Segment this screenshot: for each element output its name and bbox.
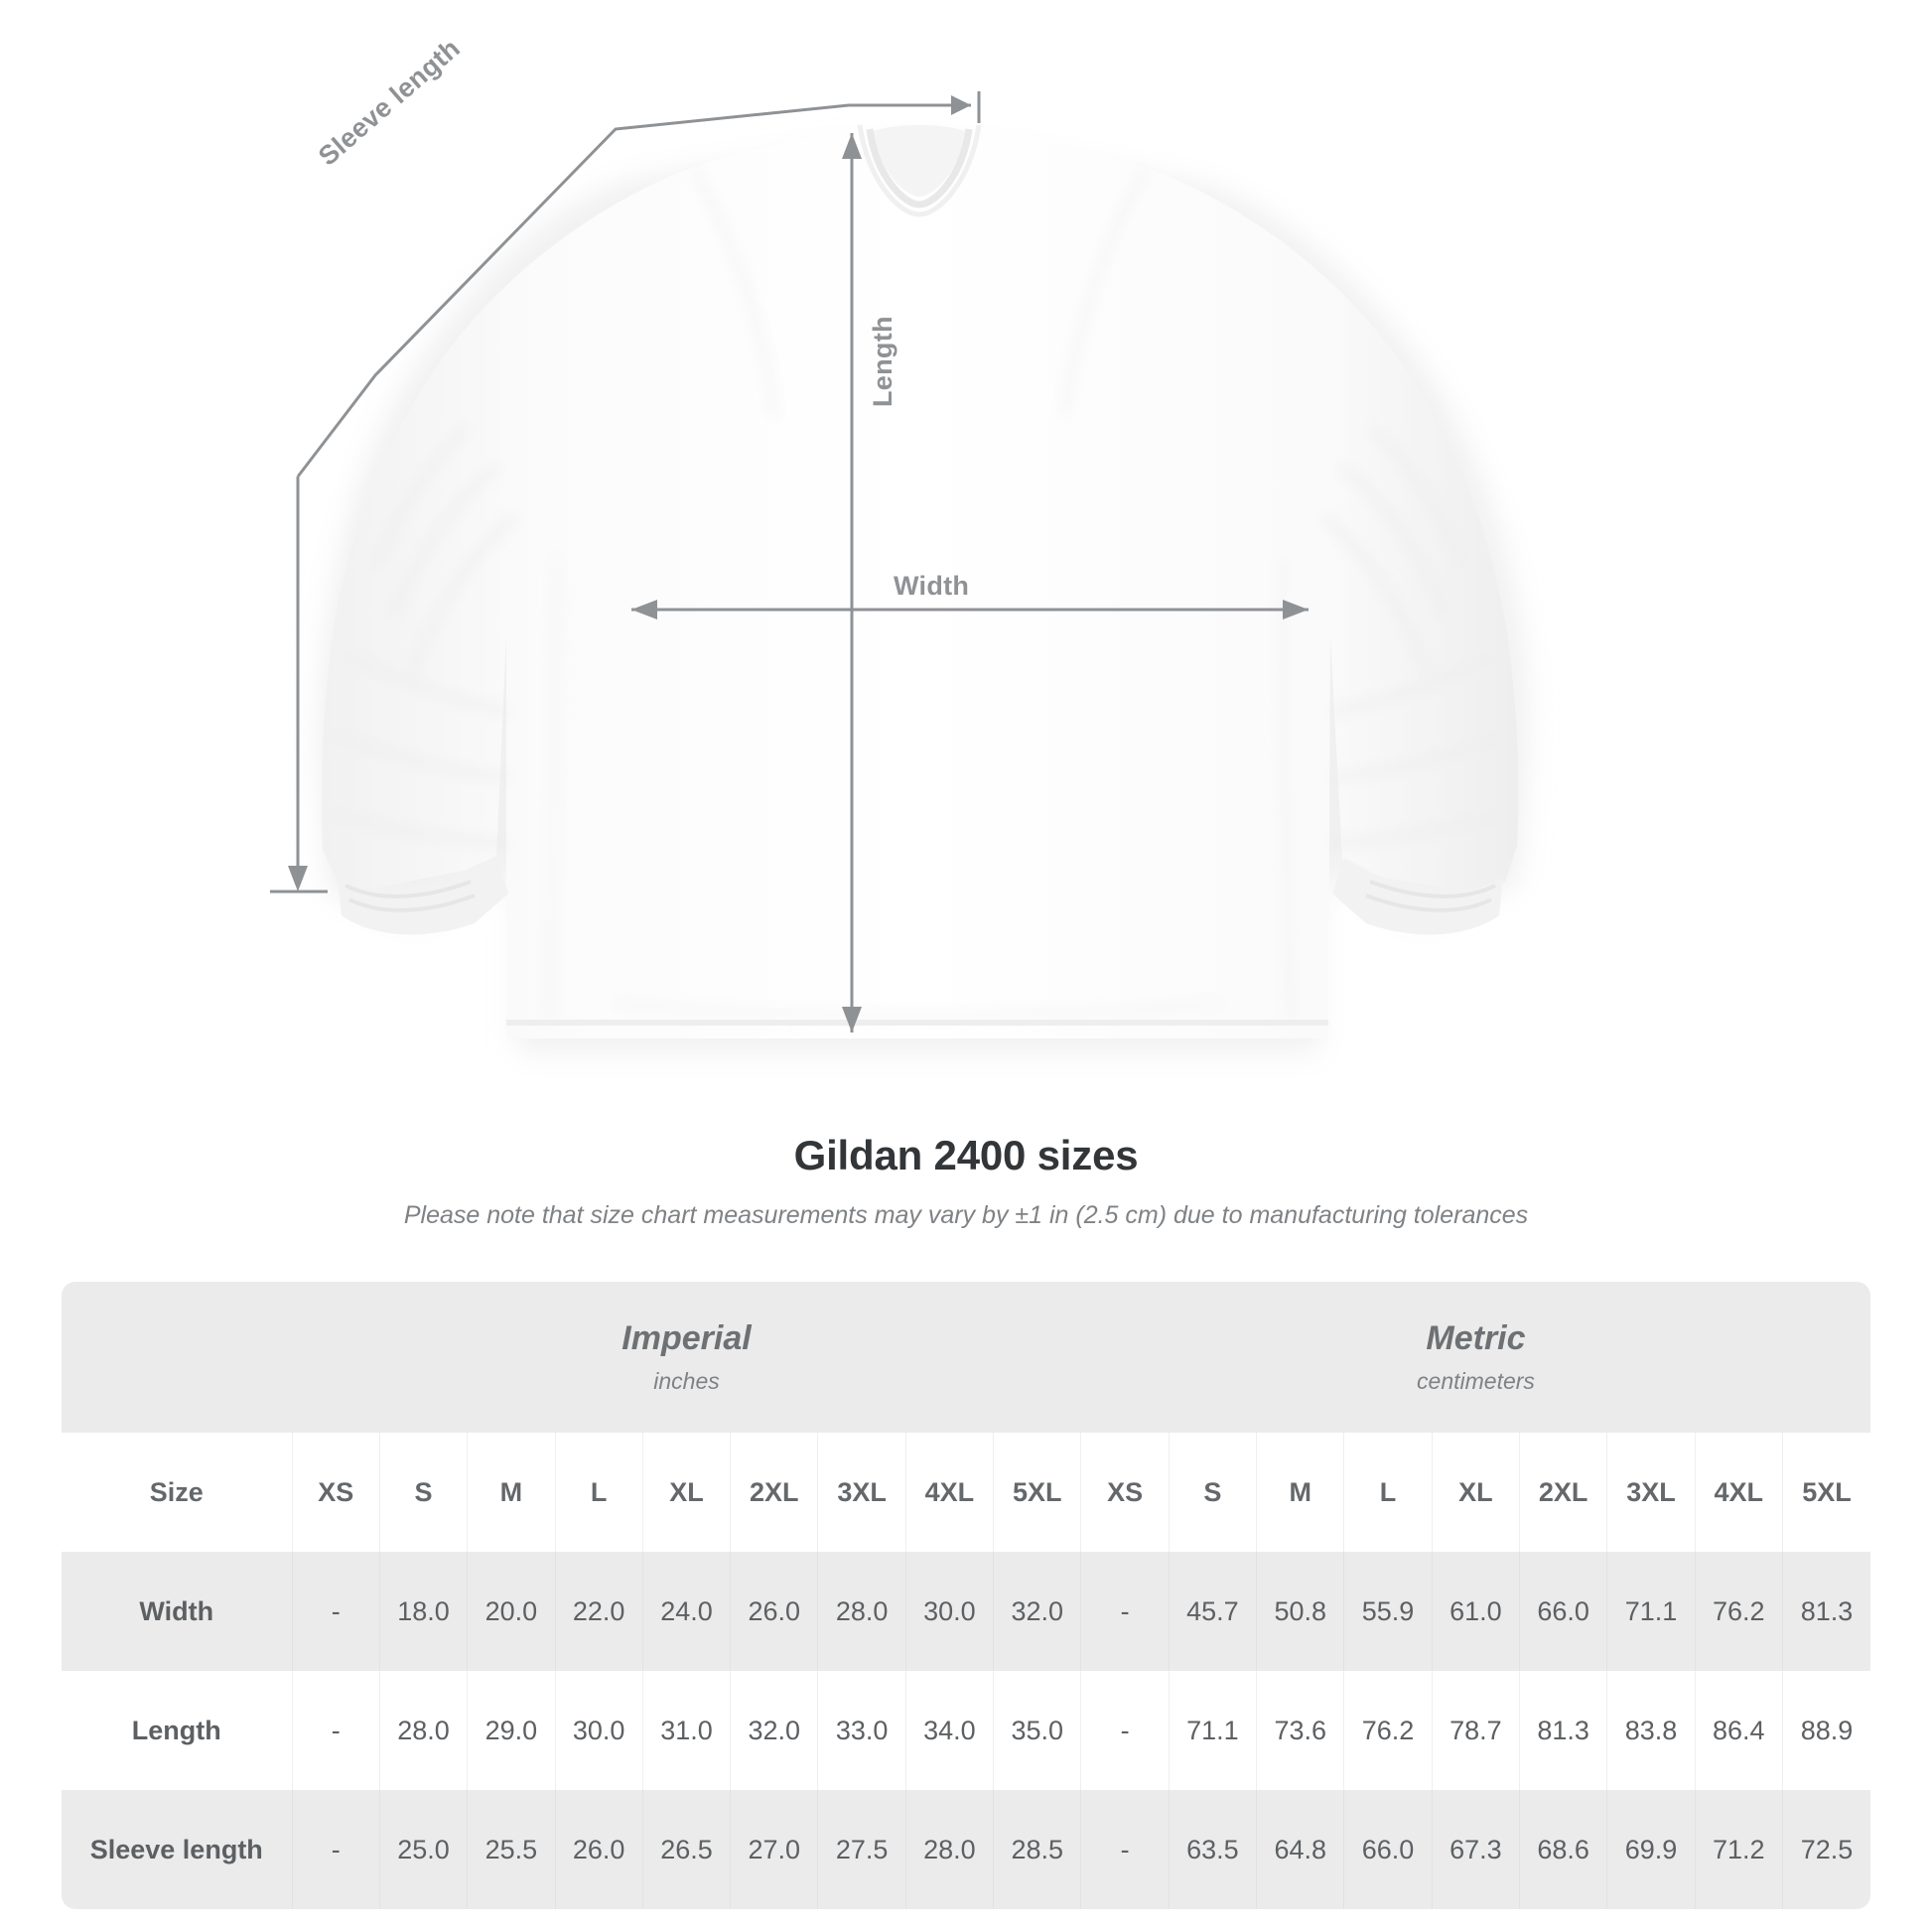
cell-length-imperial-6: 33.0 <box>818 1671 905 1790</box>
unit-group-metric-name: Metric <box>1426 1319 1526 1357</box>
cell-sleeve-metric-6: 69.9 <box>1607 1790 1695 1909</box>
cell-length-metric-5: 81.3 <box>1520 1671 1607 1790</box>
unit-group-row <box>62 1282 1870 1433</box>
cell-width-metric-7: 76.2 <box>1695 1552 1782 1671</box>
cell-length-imperial-5: 32.0 <box>731 1671 818 1790</box>
header-size-imperial-4: XL <box>642 1433 730 1552</box>
cell-width-metric-0: - <box>1081 1552 1169 1671</box>
cell-width-imperial-5: 26.0 <box>731 1552 818 1671</box>
unit-group-imperial-unit: inches <box>653 1368 720 1394</box>
table-row <box>62 1552 1870 1671</box>
cell-width-imperial-0: - <box>292 1552 379 1671</box>
cell-width-metric-8: 81.3 <box>1782 1552 1870 1671</box>
header-size-imperial-7: 4XL <box>905 1433 993 1552</box>
cell-length-metric-6: 83.8 <box>1607 1671 1695 1790</box>
cell-length-metric-4: 78.7 <box>1432 1671 1519 1790</box>
header-size-metric-5: 2XL <box>1520 1433 1607 1552</box>
cell-width-imperial-2: 20.0 <box>468 1552 555 1671</box>
unit-group-metric <box>1081 1282 1870 1433</box>
header-size-metric-3: L <box>1344 1433 1432 1552</box>
size-chart-table <box>62 1282 1870 1909</box>
cell-sleeve-imperial-7: 28.0 <box>905 1790 993 1909</box>
cell-sleeve-metric-8: 72.5 <box>1782 1790 1870 1909</box>
cell-width-imperial-4: 24.0 <box>642 1552 730 1671</box>
cell-sleeve-metric-4: 67.3 <box>1432 1790 1519 1909</box>
cell-length-imperial-4: 31.0 <box>642 1671 730 1790</box>
cell-width-metric-5: 66.0 <box>1520 1552 1607 1671</box>
cell-width-metric-3: 55.9 <box>1344 1552 1432 1671</box>
cell-sleeve-imperial-2: 25.5 <box>468 1790 555 1909</box>
sleeve-length-dimension-label: Sleeve length <box>313 33 466 172</box>
header-size-metric-4: XL <box>1432 1433 1519 1552</box>
cell-sleeve-imperial-8: 28.5 <box>994 1790 1081 1909</box>
unit-group-metric-unit: centimeters <box>1417 1368 1535 1394</box>
header-size-label: Size <box>62 1433 292 1552</box>
row-label-width: Width <box>62 1552 292 1671</box>
header-size-imperial-2: M <box>468 1433 555 1552</box>
tolerance-note: Please note that size chart measurements may vary by ±1 in (2.5 cm) due to manufacturing tolerances <box>403 1201 1529 1229</box>
cell-sleeve-imperial-3: 26.0 <box>555 1790 642 1909</box>
cell-sleeve-imperial-4: 26.5 <box>642 1790 730 1909</box>
cell-width-metric-6: 71.1 <box>1607 1552 1695 1671</box>
cell-sleeve-imperial-0: - <box>292 1790 379 1909</box>
header-size-imperial-3: L <box>555 1433 642 1552</box>
width-dimension-label: Width <box>894 571 970 601</box>
page-title: Gildan 2400 sizes <box>793 1132 1139 1178</box>
cell-width-metric-2: 50.8 <box>1257 1552 1344 1671</box>
header-size-imperial-1: S <box>379 1433 467 1552</box>
cell-length-metric-2: 73.6 <box>1257 1671 1344 1790</box>
header-size-metric-0: XS <box>1081 1433 1169 1552</box>
cell-length-metric-7: 86.4 <box>1695 1671 1782 1790</box>
cell-width-imperial-8: 32.0 <box>994 1552 1081 1671</box>
header-size-metric-7: 4XL <box>1695 1433 1782 1552</box>
header-size-metric-6: 3XL <box>1607 1433 1695 1552</box>
unit-group-imperial <box>292 1282 1081 1433</box>
cell-width-imperial-1: 18.0 <box>379 1552 467 1671</box>
cell-length-metric-8: 88.9 <box>1782 1671 1870 1790</box>
cell-width-metric-1: 45.7 <box>1169 1552 1256 1671</box>
header-size-metric-2: M <box>1257 1433 1344 1552</box>
cell-sleeve-imperial-5: 27.0 <box>731 1790 818 1909</box>
header-size-imperial-6: 3XL <box>818 1433 905 1552</box>
cell-sleeve-metric-5: 68.6 <box>1520 1790 1607 1909</box>
cell-sleeve-imperial-1: 25.0 <box>379 1790 467 1909</box>
cell-sleeve-metric-3: 66.0 <box>1344 1790 1432 1909</box>
cell-width-imperial-3: 22.0 <box>555 1552 642 1671</box>
cell-width-imperial-7: 30.0 <box>905 1552 993 1671</box>
cell-width-imperial-6: 28.0 <box>818 1552 905 1671</box>
cell-length-imperial-8: 35.0 <box>994 1671 1081 1790</box>
size-chart-table-wrapper <box>62 1282 1870 1909</box>
length-dimension-label: Length <box>868 316 897 407</box>
cell-length-imperial-0: - <box>292 1671 379 1790</box>
cell-sleeve-metric-1: 63.5 <box>1169 1790 1256 1909</box>
header-size-metric-8: 5XL <box>1782 1433 1870 1552</box>
cell-length-imperial-2: 29.0 <box>468 1671 555 1790</box>
cell-sleeve-metric-0: - <box>1081 1790 1169 1909</box>
cell-length-imperial-7: 34.0 <box>905 1671 993 1790</box>
cell-sleeve-imperial-6: 27.5 <box>818 1790 905 1909</box>
header-size-imperial-8: 5XL <box>994 1433 1081 1552</box>
header-size-imperial-0: XS <box>292 1433 379 1552</box>
header-size-metric-1: S <box>1169 1433 1256 1552</box>
row-label-sleeve-length: Sleeve length <box>62 1790 292 1909</box>
cell-width-metric-4: 61.0 <box>1432 1552 1519 1671</box>
cell-length-imperial-3: 30.0 <box>555 1671 642 1790</box>
cell-length-metric-3: 76.2 <box>1344 1671 1432 1790</box>
table-row <box>62 1671 1870 1790</box>
cell-sleeve-metric-2: 64.8 <box>1257 1790 1344 1909</box>
table-row <box>62 1790 1870 1909</box>
cell-length-metric-0: - <box>1081 1671 1169 1790</box>
heading-block <box>0 1132 1932 1230</box>
header-size-imperial-5: 2XL <box>731 1433 818 1552</box>
table-header-row <box>62 1433 1870 1552</box>
unit-group-imperial-name: Imperial <box>621 1319 752 1357</box>
cell-sleeve-metric-7: 71.2 <box>1695 1790 1782 1909</box>
cell-length-imperial-1: 28.0 <box>379 1671 467 1790</box>
row-label-length: Length <box>62 1671 292 1790</box>
cell-length-metric-1: 71.1 <box>1169 1671 1256 1790</box>
unit-row-spacer <box>62 1282 292 1433</box>
